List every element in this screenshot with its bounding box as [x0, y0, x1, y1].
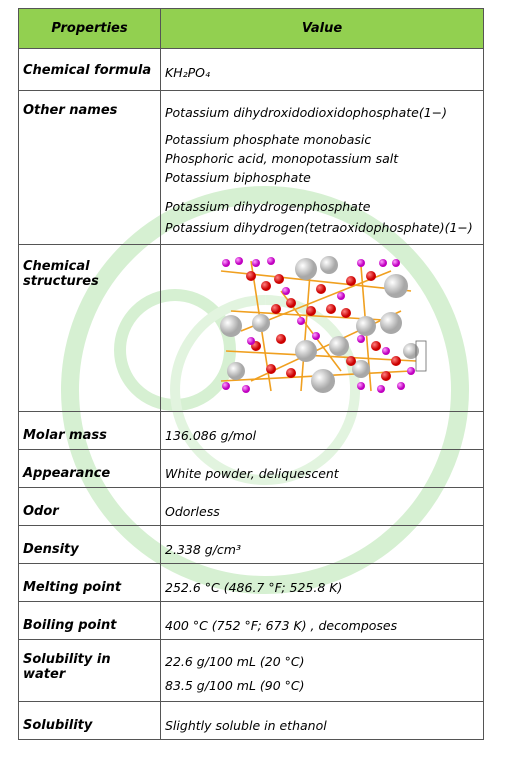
row-molar-mass: [19, 412, 484, 450]
value-solubility-in-water: [161, 640, 484, 702]
header-properties: Properties: [19, 9, 161, 49]
value-appearance: White powder, deliquescent: [161, 450, 484, 488]
value-melting-point: 252.6 °C (486.7 °F; 525.8 K): [161, 564, 484, 602]
label-density: Density: [19, 526, 161, 564]
header-row: [19, 9, 484, 49]
row-chemical-structures: [19, 245, 484, 412]
value-odor: Odorless: [161, 488, 484, 526]
label-molar-mass: Molar mass: [19, 412, 161, 450]
value-solubility: Slightly soluble in ethanol: [161, 702, 484, 740]
row-odor: [19, 488, 484, 526]
label-chemical-structures: Chemical structures: [19, 245, 161, 412]
label-chemical-formula: Chemical formula: [19, 49, 161, 91]
value-molar-mass: 136.086 g/mol: [161, 412, 484, 450]
value-chemical-formula: KH₂PO₄: [161, 49, 484, 91]
label-appearance: Appearance: [19, 450, 161, 488]
other-name-2: Potassium phosphate monobasic: [165, 132, 372, 147]
other-name-5: Potassium dihydrogenphosphate: [165, 199, 371, 214]
row-appearance: [19, 450, 484, 488]
label-boiling-point: Boiling point: [19, 602, 161, 640]
value-other-names: [161, 91, 484, 245]
label-odor: Odor: [19, 488, 161, 526]
row-solubility: [19, 702, 484, 740]
value-density: 2.338 g/cm³: [161, 526, 484, 564]
crystal-structure-image: [211, 251, 431, 401]
label-melting-point: Melting point: [19, 564, 161, 602]
row-melting-point: [19, 564, 484, 602]
value-chemical-structures: [161, 245, 484, 412]
value-boiling-point: 400 °C (752 °F; 673 K) , decomposes: [161, 602, 484, 640]
solubility-water-90c: 83.5 g/100 mL (90 °C): [165, 678, 305, 693]
other-name-6: Potassium dihydrogen(tetraoxidophosphate)(1−): [165, 220, 473, 235]
solubility-water-20c: 22.6 g/100 mL (20 °C): [165, 654, 305, 669]
row-boiling-point: [19, 602, 484, 640]
other-name-1: Potassium dihydroxidodioxidophosphate(1−): [165, 105, 448, 120]
row-other-names: [19, 91, 484, 245]
label-other-names: Other names: [19, 91, 161, 245]
properties-table: [18, 8, 484, 740]
other-name-4: Potassium biphosphate: [165, 170, 311, 185]
row-solubility-in-water: [19, 640, 484, 702]
row-chemical-formula: [19, 49, 484, 91]
label-solubility-in-water: Solubility in water: [19, 640, 161, 702]
other-name-3: Phosphoric acid, monopotassium salt: [165, 151, 399, 166]
row-density: [19, 526, 484, 564]
header-value: Value: [161, 9, 484, 49]
label-solubility: Solubility: [19, 702, 161, 740]
